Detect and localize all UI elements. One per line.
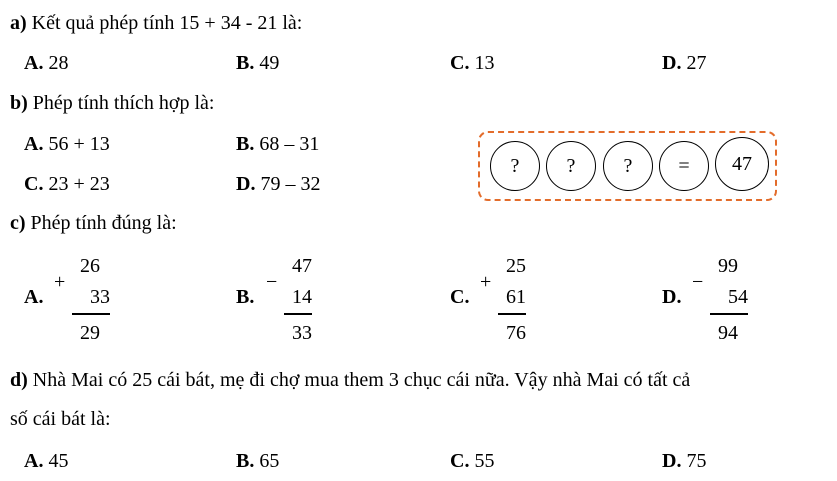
option-text: 49 (254, 52, 280, 74)
option-b-B[interactable] (236, 134, 319, 154)
plus-sign: + (54, 271, 66, 293)
question-d-text-line1: Nhà Mai có 25 cái bát, mẹ đi chợ mua them 3 chục cái nữa. Vậy nhà Mai có tất cả (27, 369, 691, 391)
option-letter: A. (24, 450, 44, 472)
question-c-text: Phép tính đúng là: (25, 212, 177, 234)
option-a-B[interactable] (236, 53, 279, 73)
option-letter: A. (24, 52, 44, 74)
difference-line (710, 313, 748, 315)
operand-top: 26 (80, 255, 100, 277)
operand-bottom: 61 (506, 286, 526, 308)
equation-circle-3[interactable]: ? (603, 141, 653, 191)
option-letter: B. (236, 450, 255, 472)
option-text: 45 (43, 450, 69, 472)
option-text: 79 – 32 (255, 173, 321, 195)
option-d-D[interactable] (662, 451, 706, 471)
operand-bottom: 54 (728, 286, 748, 308)
plus-sign: + (480, 271, 492, 293)
minus-sign: − (266, 271, 278, 293)
equation-circle-result: 47 (715, 137, 769, 191)
operand-top: 25 (506, 255, 526, 277)
option-text: 75 (681, 450, 707, 472)
option-letter: B. (236, 133, 255, 155)
question-d-label: d) (10, 369, 28, 391)
difference-line (284, 313, 312, 315)
operand-result: 29 (80, 322, 100, 344)
option-b-A[interactable] (24, 134, 110, 154)
question-c (10, 213, 177, 233)
question-c-label: c) (10, 212, 26, 234)
option-d-C[interactable] (450, 451, 494, 471)
option-letter: C. (450, 52, 470, 74)
option-text: 55 (469, 450, 495, 472)
question-d (10, 370, 690, 390)
option-text: 65 (254, 450, 280, 472)
option-letter: B. (236, 52, 255, 74)
question-a-text: Kết quả phép tính 15 + 34 - 21 là: (26, 12, 303, 34)
operand-result: 33 (292, 322, 312, 344)
question-a (10, 13, 302, 33)
question-d-text-line2: số cái bát là: (10, 408, 111, 430)
equation-circle-1[interactable]: ? (490, 141, 540, 191)
option-letter: C. (24, 173, 44, 195)
question-a-label: a) (10, 12, 27, 34)
operand-bottom: 14 (292, 286, 312, 308)
operand-bottom: 33 (90, 286, 110, 308)
question-b (10, 93, 214, 113)
sum-line (498, 313, 526, 315)
option-letter: D. (662, 52, 682, 74)
option-text: 28 (43, 52, 69, 74)
minus-sign: − (692, 271, 704, 293)
option-text: 13 (469, 52, 495, 74)
option-text: 68 – 31 (254, 133, 320, 155)
option-text: 27 (681, 52, 707, 74)
operand-result: 94 (718, 322, 738, 344)
option-letter: B. (236, 286, 255, 308)
option-text: 23 + 23 (43, 173, 110, 195)
question-b-label: b) (10, 92, 28, 114)
operand-top: 47 (292, 255, 312, 277)
option-letter: D. (662, 286, 682, 308)
option-b-D[interactable] (236, 174, 320, 194)
option-text: 56 + 13 (43, 133, 110, 155)
option-a-A[interactable] (24, 53, 68, 73)
option-d-B[interactable] (236, 451, 279, 471)
operand-top: 99 (718, 255, 738, 277)
operand-result: 76 (506, 322, 526, 344)
option-d-A[interactable] (24, 451, 68, 471)
option-b-C[interactable] (24, 174, 110, 194)
equation-circle-2[interactable]: ? (546, 141, 596, 191)
option-a-D[interactable] (662, 53, 706, 73)
option-letter: C. (450, 450, 470, 472)
option-letter: A. (24, 133, 44, 155)
option-a-C[interactable] (450, 53, 494, 73)
option-letter: D. (236, 173, 256, 195)
sum-line (72, 313, 110, 315)
option-letter: C. (450, 286, 470, 308)
option-letter: D. (662, 450, 682, 472)
question-b-text: Phép tính thích hợp là: (27, 92, 215, 114)
option-letter: A. (24, 286, 44, 308)
equation-circle-equals: = (659, 141, 709, 191)
